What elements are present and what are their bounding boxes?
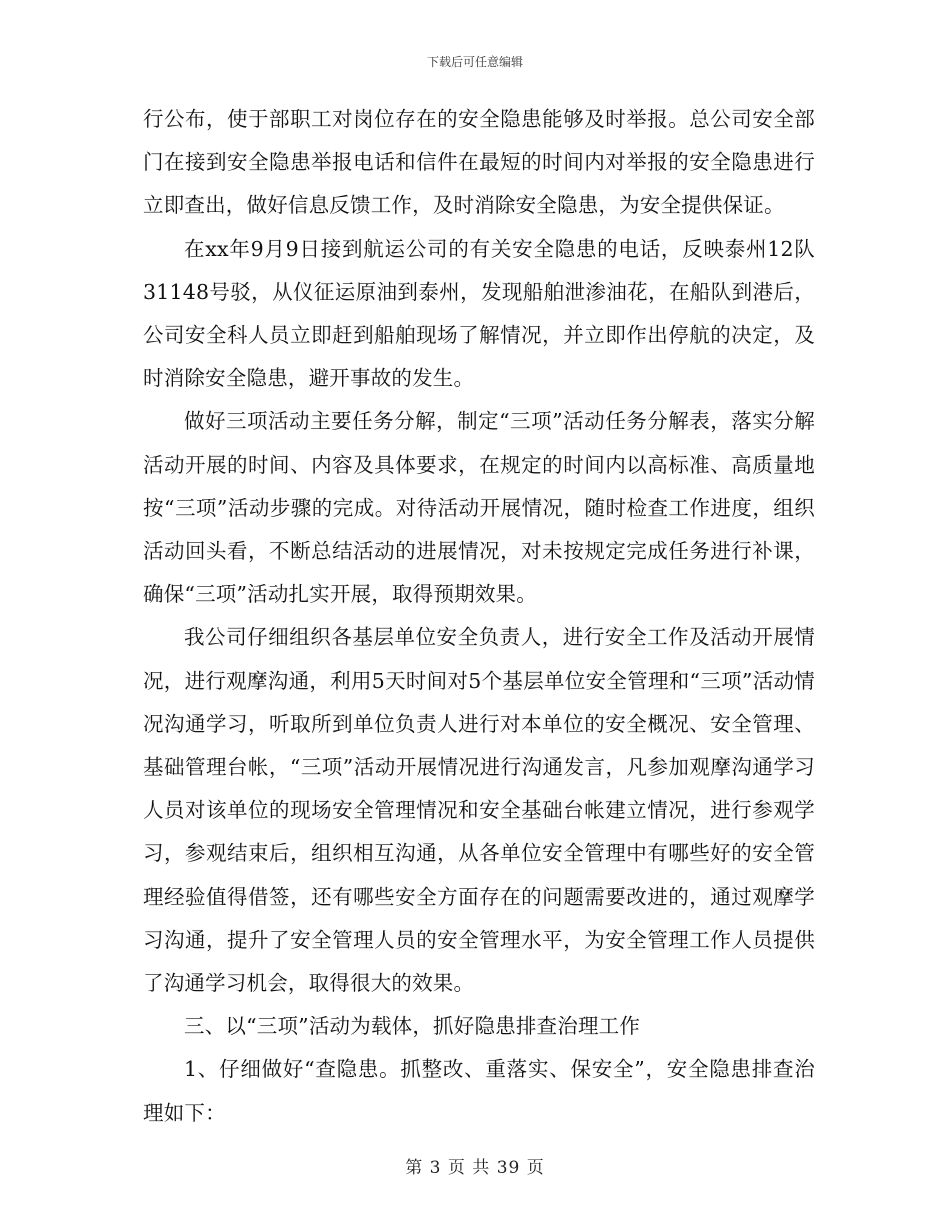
paragraph-item-1: 1、仔细做好“查隐患。抓整改、重落实、保安全”，安全隐患排查治理如下： — [143, 1057, 815, 1125]
section-heading: 三、以“三项”活动为载体，抓好隐患排查治理工作 — [184, 1014, 641, 1039]
page-footer: 第 3 页 共 39 页 — [405, 1158, 545, 1178]
paragraph-incident-report: 在xx年9月9日接到航运公司的有关安全隐患的电话，反映泰州12队31148号驳，从仪征运原油到泰州，发现船舶泄渗油花，在船队到港后，公司安全科人员立即赶到船舶现场了解情况，并立即作出停航的决定，及时消除安全隐患，避开事故的发生。 — [143, 236, 815, 391]
paragraph-observation-exchange: 我公司仔细组织各基层单位安全负责人，进行安全工作及活动开展情况，进行观摩沟通，利用5天时间对5个基层单位安全管理和“三项”活动情况沟通学习，听取所到单位负责人进行对本单位的安全概况、安全管理、基础管理台帐，“三项”活动开展情况进行沟通发言，凡参加观摩沟通学习人员对该单位的现场安全管理情况和安全基础台帐建立情况，进行参观学习，参观结束后，组织相互沟通，从各单位安全管理中有哪些好的安全管理经验值得借签，还有哪些安全方面存在的问题需要改进的，通过观摩学习沟通，提升了安全管理人员的安全管理水平，为安全管理工作人员提供了沟通学习机会，取得很大的效果。 — [143, 625, 815, 996]
paragraph-continuation: 行公布，使于部职工对岗位存在的安全隐患能够及时举报。总公司安全部门在接到安全隐患举报电话和信件在最短的时间内对举报的安全隐患进行立即查出，做好信息反馈工作，及时消除安全隐患，为安全提供保证。 — [143, 107, 815, 218]
header-note: 下载后可任意编辑 — [426, 55, 523, 69]
document-body — [143, 98, 815, 1135]
paragraph-task-breakdown: 做好三项活动主要任务分解，制定“三项”活动任务分解表，落实分解活动开展的时间、内容及具体要求，在规定的时间内以高标准、高质量地按“三项”活动步骤的完成。对待活动开展情况，随时检查工作进度，组织活动回头看，不断总结活动的进展情况，对未按规定完成任务进行补课，确保“三项”活动扎实开展，取得预期效果。 — [143, 409, 815, 607]
